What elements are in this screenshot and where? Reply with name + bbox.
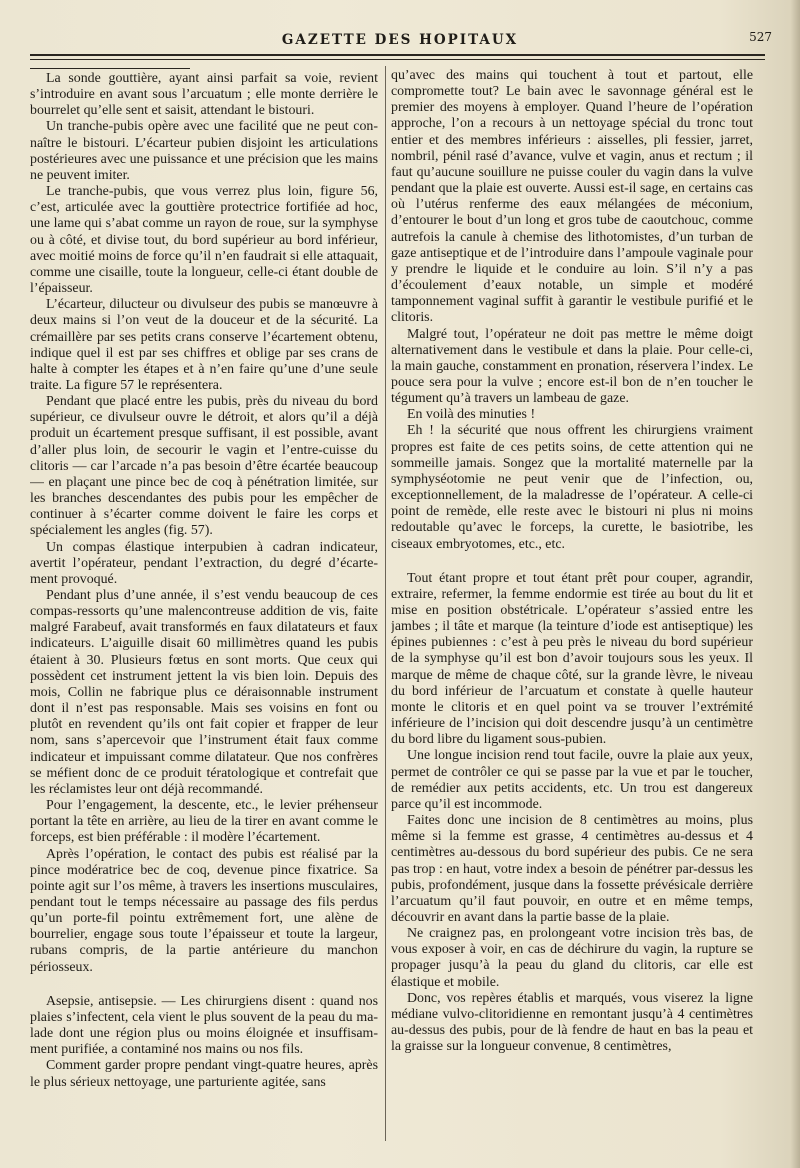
paragraph: Un compas élastique interpubien à cadran indicateur, avertit l’opérateur, pendant l’extraction, du degré d’écartement provoqué. [30,539,378,587]
paragraph: Malgré tout, l’opérateur ne doit pas mettre le même doigt alternativement dans le vestibule et dans la plaie. Pour celle-ci, la main gauche, constamment en pronation, réservera l’index. Le pouce sera pour la vulve ; encore est-il bon de n’en toucher le tégument qu’à travers un lambeau de gaze. [391,326,753,407]
paragraph: Pour l’engagement, la descente, etc., le levier préhenseur portant la tête en arrière, au lieu de la tirer en avant comme le forceps, est bien préférable : il modère l’écartement. [30,798,378,846]
header-rule-thick [30,54,765,56]
paragraph: Faites donc une incision de 8 centimètres au moins, plus même si la femme est grasse, 4 centimètres au-dessus et 4 centimètres au-dessous du bord supérieur des pubis. Ce ne sera pas trop : en haut, votre index a besoin de pénétrer par-dessus les pubis, profondément, jusque dans la fossette prévésicale derrière l’arcuatum qu’il faut pouvoir, en outre et en même temps, découvrir en avant dans la partie basse de la plaie. [391,813,753,925]
paragraph: Donc, vos repères établis et marqués, vous viserez la ligne médiane vulvo-clitoridienne en remontant jusqu’à 4 centimètres au-dessus des pubis, pour de là fendre de haut en bas la peau et la graisse sur la longueur convenue, 8 centimètres, [391,990,753,1055]
paragraph: Ne craignez pas, en prolongeant votre incision très bas, de vous exposer à voir, en cas de déchirure du vagin, la rupture se propager jusqu’à la peau du gland du clitoris, car elle est élastique et mobile. [391,926,753,990]
right-column [391,68,753,1148]
paragraph: Tout étant propre et tout étant prêt pour couper, agrandir, extraire, refermer, la femme endormie est tirée au bout du lit et mise en position obstétricale. L’opérateur s’assied entre les jambes ; il tâte et marque (la teinture d’iode est antiseptique) les épines pubiennes : c’est à peu près le niveau du bord supérieur de la symphyse qu’il est bon d’avoir toujours sous les yeux. Il marque de même de chaque côté, sur la grande lèvre, le niveau du bord inférieur de l’arcuatum et constate à quelle hauteur monte le clitoris et en quel point va se trouver l’extrémité inférieure de l’incision qui doit descendre jusqu’à un centimètre du bord libre du ligament sous-pubien. [391,570,753,748]
paragraph: Après l’opération, le contact des pubis est réalisé par la pince modératrice bec de coq, devenue pince fixatrice. Sa pointe agit sur l’os même, à travers les insertions musculaires, pendant tout le temps nécessaire au passage des fils perdus qu’un porte-fil pointu extrêmement fort, une alène de bourrelier, engage sous toute l’épaisseur et toute la largeur, rubans compris, de la partie antérieure du manchon périosseux. [30,846,378,975]
section-paragraph-asepsie: Asepsie, antisepsie. — Les chirurgiens disent : quand nos plaies s’infectent, cela vient le plus souvent de la peau du malade dont une région plus ou moins éloignée et insuffisamment purifiée, a contaminé nos mains ou nos fils. [30,993,378,1058]
column-divider [385,66,386,1141]
paragraph: Comment garder propre pendant vingt-quatre heures, après le plus sérieux nettoyage, une parturiente agitée, sans [30,1058,378,1090]
paragraph: L’écarteur, dilucteur ou divulseur des pubis se manœuvre à deux mains si l’on veut de la douceur et de la sécurité. La crémaillère par ses petits crans conserve l’écartement obtenu, indique quel il est par ses chiffres et oblige par ses crans de halte à compter les étapes et à n’en faire qu’une d’une seule traite. La figure 57 le représentera. [30,297,378,393]
page-number: 527 [749,30,772,44]
paragraph: Un tranche-pubis opère avec une facilité que ne peut connaître le bistouri. L’écarteur pubien disjoint les articulations postérieures avec une puissance et une précision que les mains ne peuvent imiter. [30,119,378,183]
article-rule [30,68,190,69]
paragraph: Pendant que placé entre les pubis, près du niveau du bord supérieur, ce divulseur ouvre le détroit, et alors qu’il a déjà produit un écartement presque suffisant, il est possible, avant d’aller plus loin, de secourir le vagin et l’entre-cuisse du clitoris — car l’arcade n’a pas besoin d’être écartée beaucoup — en plaçant une pince bec de coq à pénétration limitée, sur les branches descendantes des pubis pour les empêcher de continuer à s’écarter comme doivent le faire les corps et spécialement les angles (fig. 57). [30,394,378,539]
running-title: GAZETTE DES HOPITAUX [281,32,519,48]
paragraph: Pendant plus d’une année, il s’est vendu beaucoup de ces compas-ressorts qu’une malencontreuse addition de vis, faite malgré Farabeuf, avait transformés en faux dilatateurs et faux indicateurs. L’aiguille disait 60 millimètres quand les pubis étaient à 30. Plusieurs fœtus en sont morts. Que ceux qui possèdent cet instrument jettent la vis bien loin. Depuis des mois, Collin ne fabrique plus ce déraisonnable instrument dont il n’est pas responsable. Mais ses voisins en font ou plutôt en revendent qu’ils ont fait copier et frapper de leur nom, sans s’apercevoir que l’instrument était faux comme indicateur et impuissant comme dilatateur. Que nos confrères se méfient donc de ce produit tératologique et contrefait que les réclamistes leur ont déjà recommandé. [30,588,378,797]
paragraph: Une longue incision rend tout facile, ouvre la plaie aux yeux, permet de contrôler ce qui se passe par la vue et par le toucher, de remédier aux petits accidents, etc. Un trou est dangereux parce qu’il est incommode. [391,748,753,812]
page-header [28,30,772,52]
paragraph: La sonde gouttière, ayant ainsi parfait sa voie, revient s’introduire en avant sous l’arcuatum ; elle monte derrière le bourrelet qu’elle sent et saisit, attendant le bistouri. [30,71,378,119]
left-column [30,68,378,1148]
page-edge-shadow [790,0,800,1168]
header-rule-thin [30,59,765,60]
paragraph: Le tranche-pubis, que vous verrez plus loin, figure 56, c’est, articulée avec la gouttière protectrice fortifiée ad hoc, une lame qui s’abat comme un rayon de roue, sur la symphyse ou à côté, et divise tout, du bord supérieur au bord inférieur, avec moitié moins de force qu’il n’en faudrait si elle attaquait, comme une cisaille, toute la longueur, celle-ci étant double de l’épaisseur. [30,184,378,297]
paragraph: Eh ! la sécurité que nous offrent les chirurgiens vraiment propres est faite de ces petits soins, de cette attention qui ne sommeille jamais. Songez que la mortalité maternelle par la symphyséotomie ne peut venir que de l’infection, ou, exceptionnellement, de la maladresse de l’opérateur. A celle-ci point de remède, elle reste avec le bistouri ni plus ni moins redoutable qu’avec le forceps, la curette, le basiotribe, les ciseaux embryotomes, etc., etc. [391,423,753,552]
paragraph: En voilà des minuties ! [406,407,536,423]
paragraph: qu’avec des mains qui touchent à tout et partout, elle compromette tout? Le bain avec le savonnage général est le premier des moyens à employer. Quand l’heure de l’opération approche, l’on a recours à un nettoyage spécial du tronc tout entier et des membres inférieurs : aisselles, pli fessier, jarret, nombril, pénil rasé d’avance, vulve et vagin, anus et rectum ; il faut qu’aucune souillure ne puisse couler du vagin dans la vulve pendant que la plaie est ouverte. Aussi est-il sage, en certains cas où l’utérus renferme des eaux mélangées de méconium, d’entourer le bout d’un long et gros tube de caoutchouc, comme autrefois la canule à chemise des lithotomistes, d’un turban de gaze antiseptique et de l’introduire dans l’ampoule vaginale pour y prendre le liquide et le conduire au loin. S’il n’y a pas d’écoulement d’eaux notable, un simple et modéré tamponnement vaginal suffit à garantir le vestibule purifié et le clitoris. [391,68,753,326]
